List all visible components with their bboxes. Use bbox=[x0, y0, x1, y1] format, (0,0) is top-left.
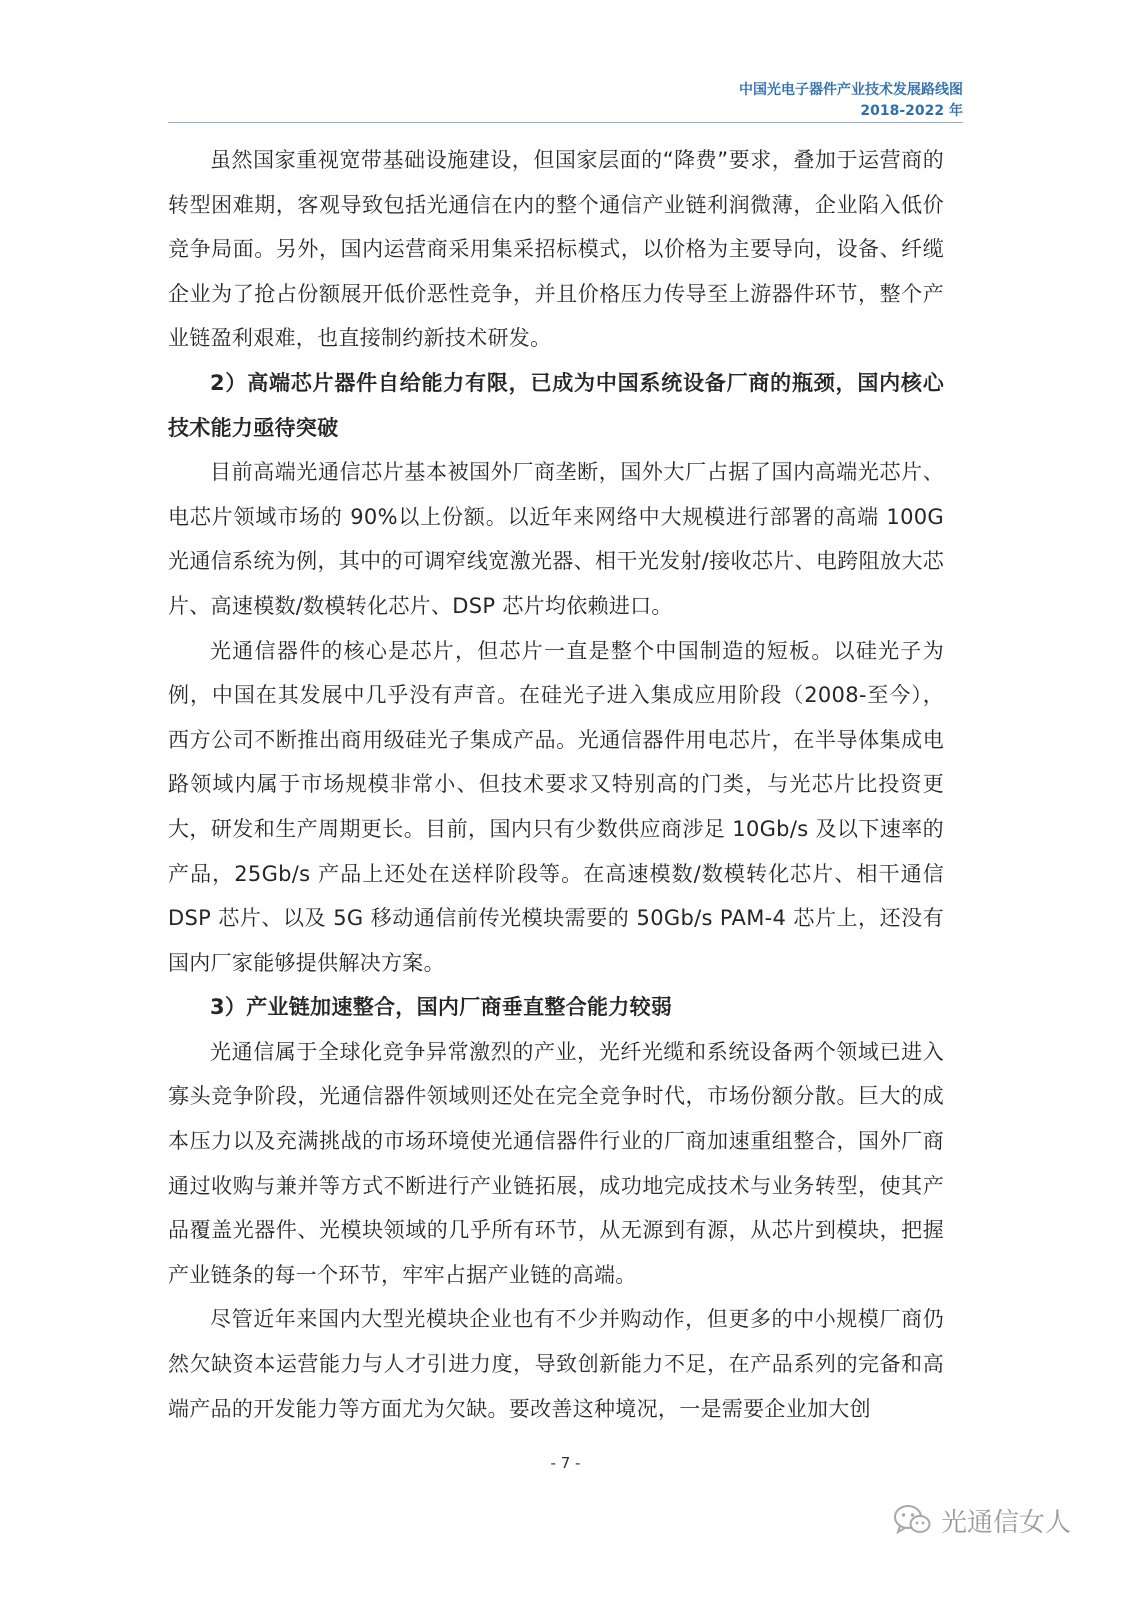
section-heading-2: 2）高端芯片器件自给能力有限，已成为中国系统设备厂商的瓶颈，国内核心技术能力亟待突破 bbox=[168, 370, 944, 440]
wechat-watermark bbox=[893, 1500, 1071, 1540]
wechat-icon bbox=[893, 1504, 931, 1536]
document-body bbox=[168, 138, 944, 1431]
paragraph-chip-core: 光通信器件的核心是芯片，但芯片一直是整个中国制造的短板。以硅光子为例，中国在其发展中几乎没有声音。在硅光子进入集成应用阶段（2008-至今），西方公司不断推出商用级硅光子集成产品。光通信器件用电芯片，在半导体集成电路领域内属于市场规模非常小、但技术要求又特别高的门类，与光芯片比投资更大，研发和生产周期更长。目前，国内只有少数供应商涉足 10Gb/s 及以下速率的产品，25Gb/s 产品上还处在送样阶段等。在高速模数/数模转化芯片、相干通信 DSP 芯片、以及 5G 移动通信前传光模块需要的 50Gb/s PAM-4 芯片上，还没有国内厂家能够提供解决方案。 bbox=[168, 638, 944, 975]
paragraph-domestic-mergers: 尽管近年来国内大型光模块企业也有不少并购动作，但更多的中小规模厂商仍然欠缺资本运营能力与人才引进力度，导致创新能力不足，在产品系列的完备和高端产品的开发能力等方面尤为欠缺。要改善这种境况，一是需要企业加大创 bbox=[168, 1307, 944, 1421]
header-title: 中国光电子器件产业技术发展路线图 bbox=[739, 82, 963, 98]
watermark-text: 光通信女人 bbox=[940, 1507, 1071, 1538]
paragraph-industry-integration: 光通信属于全球化竞争异常激烈的产业，光纤光缆和系统设备两个领域已进入寡头竞争阶段，光通信器件领域则还处在完全竞争时代，市场份额分散。巨大的成本压力以及充满挑战的市场环境使光通信器件行业的厂商加速重组整合，国外厂商通过收购与兼并等方式不断进行产业链拓展，成功地完成技术与业务转型，使其产品覆盖光器件、光模块领域的几乎所有环节，从无源到有源，从芯片到模块，把握产业链条的每一个环节，牢牢占据产业链的高端。 bbox=[168, 1039, 944, 1287]
header-years: 2018-2022 年 bbox=[860, 103, 963, 119]
section-heading-3: 3）产业链加速整合，国内厂商垂直整合能力较弱 bbox=[210, 995, 673, 1020]
paragraph-cost-pressure: 虽然国家重视宽带基础设施建设，但国家层面的“降费”要求，叠加于运营商的转型困难期，客观导致包括光通信在内的整个通信产业链利润微薄，企业陷入低价竞争局面。另外，国内运营商采用集采招标模式，以价格为主要导向，设备、纤缆企业为了抢占份额展开低价恶性竞争，并且价格压力传导至上游器件环节，整个产业链盈利艰难，也直接制约新技术研发。 bbox=[168, 148, 944, 351]
running-header bbox=[543, 80, 963, 122]
header-divider bbox=[168, 122, 963, 123]
paragraph-chip-monopoly: 目前高端光通信芯片基本被国外厂商垄断，国外大厂占据了国内高端光芯片、电芯片领域市场的 90%以上份额。以近年来网络中大规模进行部署的高端 100G 光通信系统为例，其中的可调窄线宽激光器、相干光发射/接收芯片、电跨阻放大芯片、高速模数/数模转化芯片、DSP 芯片均依赖进口。 bbox=[168, 460, 944, 618]
page-number: - 7 - bbox=[550, 1454, 581, 1472]
